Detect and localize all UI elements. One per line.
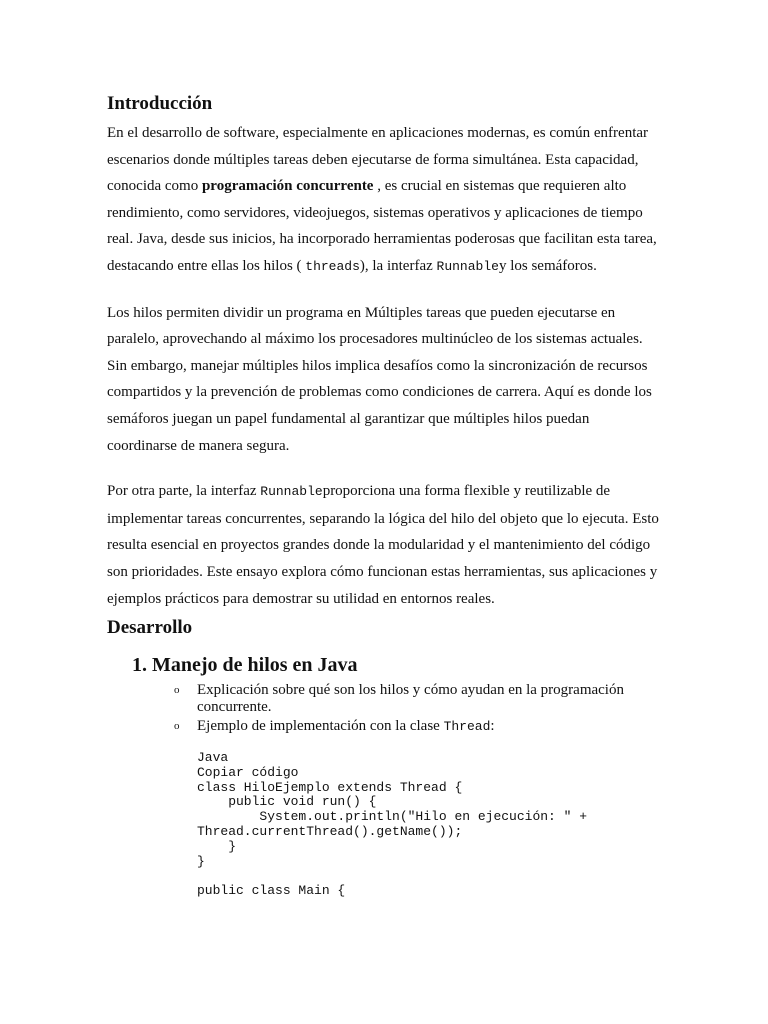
intro-p1-bold-term: programación concurrente (201, 178, 374, 195)
intro-p1-code-threads: threads (305, 258, 360, 274)
intro-paragraph-1 (107, 120, 663, 281)
intro-p3-text-a: Por otra parte, la interfaz (107, 483, 261, 500)
sublist-item-end: : (490, 718, 495, 735)
intro-p1-text-d: y los semáforos. (498, 257, 597, 274)
sublist-item (152, 718, 663, 735)
list-item (152, 652, 663, 899)
document-body (107, 88, 663, 899)
development-list (107, 652, 663, 899)
intro-p1-code-runnable: Runnable (436, 258, 499, 274)
code-block: Java Copiar código class HiloEjemplo extends Thread { public void run() { System.out.println("Hilo en ejecución: " + Thread.currentThread().getName()); } } public class Main { (197, 750, 588, 899)
intro-heading: Introducción (107, 93, 213, 114)
sublist-code-thread: Thread (443, 719, 491, 735)
development-heading: Desarrollo (107, 617, 193, 639)
sublist-item-text: Explicación sobre qué son los hilos y cómo ayudan en la programación concurrente. (197, 682, 624, 716)
intro-paragraph-3 (107, 478, 663, 612)
intro-p3-code-runnable: Runnable (260, 484, 323, 500)
hollow-bullet-icon: o (174, 684, 180, 697)
intro-p1-text-b: , es crucial en sistemas que requieren alto rendimiento, como servidores, videojuegos, sistemas operativos y aplicaciones de tiempo real. Java, desde sus inicios, ha incorporado herramientas poderosas que facilitan esta tarea, destacando entre ellas los hilos ( (107, 178, 657, 274)
item1-title: Manejo de hilos en Java (152, 654, 358, 677)
sublist-item (152, 682, 663, 716)
intro-p1-text-c: ), la interfaz (359, 257, 437, 274)
sublist-item-text: Ejemplo de implementación con la clase (197, 718, 444, 735)
intro-p1-text-a: En el desarrollo de software, especialmente en aplicaciones modernas, es común enfrentar escenarios donde múltiples tareas deben ejecutarse de forma simultánea. Esta capacidad, conocida como (107, 125, 649, 195)
item1-sublist (152, 682, 663, 735)
intro-p3-text-b: proporciona una forma flexible y reutilizable de implementar tareas concurrentes, separando la lógica del hilo del objeto que lo ejecuta. Esto resulta esencial en proyectos grandes donde la modularidad y el mantenimiento del código son prioridades. Este ensayo explora cómo funcionan estas herramientas, sus aplicaciones y ejemplos prácticos para demostrar su utilidad en entornos reales. (107, 483, 659, 607)
hollow-bullet-icon: o (174, 720, 180, 733)
intro-paragraph-2: Los hilos permiten dividir un programa en Múltiples tareas que pueden ejecutarse en paralelo, aprovechando al máximo los procesadores multinúcleo de los sistemas actuales. Sin embargo, manejar múltiples hilos implica desafíos como la sincronización de recursos compartidos y la prevención de problemas como condiciones de carrera. Aquí es donde los semáforos juegan un papel fundamental al garantizar que múltiples hilos puedan coordinarse de manera segura. (107, 304, 652, 454)
